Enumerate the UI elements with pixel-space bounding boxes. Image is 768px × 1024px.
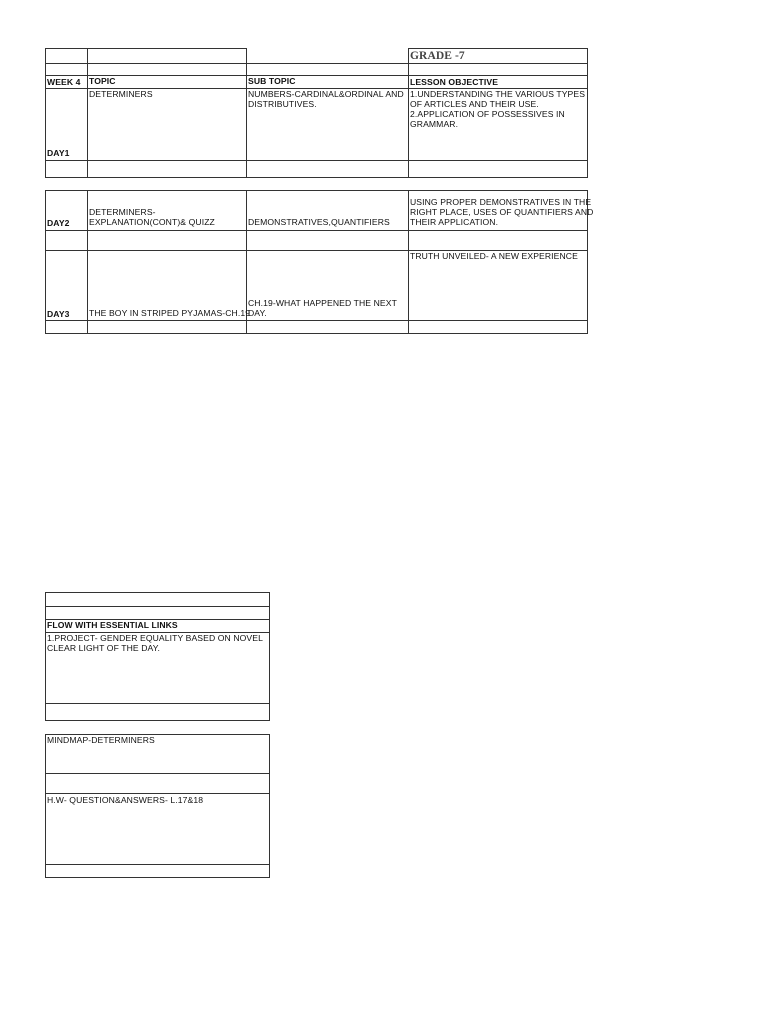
grade-title: GRADE -7: [410, 50, 465, 62]
grid-line: [87, 190, 88, 334]
day-label: DAY2: [47, 218, 70, 228]
objective-line: RIGHT PLACE, USES OF QUANTIFIERS AND: [410, 207, 594, 217]
grid-line: [45, 160, 588, 161]
week-label: WEEK 4: [47, 77, 81, 87]
subtopic-line: CH.19-WHAT HAPPENED THE NEXT: [248, 298, 397, 308]
grid-line: [45, 190, 46, 334]
grid-line: [45, 703, 270, 704]
objective-line: 1.UNDERSTANDING THE VARIOUS TYPES: [410, 89, 586, 99]
day-label: DAY1: [47, 148, 70, 158]
column-header-topic: TOPIC: [89, 76, 116, 86]
grid-line: [45, 592, 270, 593]
flow-heading: FLOW WITH ESSENTIAL LINKS: [47, 620, 178, 630]
objective-line: USING PROPER DEMONSTRATIVES IN THE: [410, 197, 592, 207]
column-header-objective: LESSON OBJECTIVE: [410, 77, 499, 87]
column-header-subtopic: SUB TOPIC: [248, 76, 296, 86]
flow-line: CLEAR LIGHT OF THE DAY.: [47, 643, 160, 653]
day-label: DAY3: [47, 309, 70, 319]
grid-line: [45, 592, 46, 721]
grid-line: [45, 734, 46, 878]
grid-line: [45, 320, 588, 321]
grid-line: [408, 190, 409, 334]
grid-line: [246, 48, 247, 178]
subtopic-cell: NUMBERS-CARDINAL&ORDINAL AND DISTRIBUTIVES.: [248, 89, 407, 109]
grid-line: [45, 75, 588, 76]
topic-cell: THE BOY IN STRIPED PYJAMAS-CH.19: [89, 308, 251, 318]
grid-line: [45, 230, 588, 231]
topic-cell: DETERMINERS: [89, 89, 153, 99]
objective-line: OF ARTICLES AND THEIR USE.: [410, 99, 539, 109]
grid-line: [269, 734, 270, 878]
grid-line: [45, 864, 270, 865]
mindmap-cell: MINDMAP-DETERMINERS: [47, 735, 155, 745]
grid-line: [45, 333, 588, 334]
topic-line: EXPLANATION(CONT)& QUIZZ: [89, 217, 215, 227]
subtopic-line: DAY.: [248, 308, 267, 318]
grid-line: [269, 592, 270, 721]
grid-line: [45, 177, 588, 178]
grid-line: [45, 48, 247, 49]
grid-line: [45, 720, 270, 721]
objective-line: GRAMMAR.: [410, 119, 459, 129]
grid-line: [408, 48, 588, 49]
grid-line: [408, 48, 409, 178]
grid-line: [87, 48, 88, 178]
grid-line: [45, 190, 588, 191]
grid-line: [45, 793, 270, 794]
flow-line: 1.PROJECT- GENDER EQUALITY BASED ON NOVEL: [47, 633, 263, 643]
objective-line: 2.APPLICATION OF POSSESSIVES IN: [410, 109, 565, 119]
objective-line: THEIR APPLICATION.: [410, 217, 499, 227]
grid-line: [45, 48, 46, 178]
grid-line: [587, 48, 588, 178]
subtopic-cell: DEMONSTRATIVES,QUANTIFIERS: [248, 217, 390, 227]
grid-line: [45, 773, 270, 774]
grid-line: [45, 877, 270, 878]
grid-line: [45, 63, 588, 64]
grid-line: [45, 606, 270, 607]
topic-line: DETERMINERS-: [89, 207, 156, 217]
homework-cell: H.W- QUESTION&ANSWERS- L.17&18: [47, 795, 204, 805]
objective-cell: TRUTH UNVEILED- A NEW EXPERIENCE: [410, 251, 578, 261]
